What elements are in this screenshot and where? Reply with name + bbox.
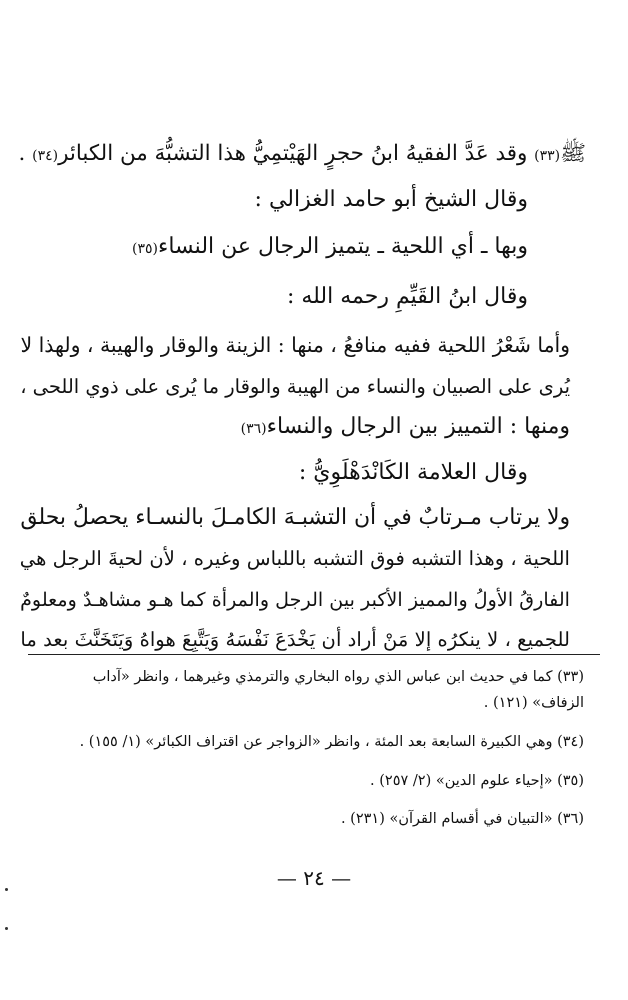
- footnote-ref-33[interactable]: (٣٣): [534, 148, 561, 164]
- paragraph-4-line: وقال ابنُ القَيِّمِ رحمه الله :: [286, 284, 528, 309]
- paragraph-2-line: وقال الشيخ أبو حامد الغزالي :: [254, 187, 528, 212]
- paragraph-7-line-3: الفارقُ الأولُ والمميز الأكبر بين الرجل والمرأة كما هـو مشاهـدٌ ومعلومٌ: [20, 588, 570, 611]
- scan-speck: [5, 927, 8, 930]
- page-number: — ٢٤ —: [276, 866, 352, 890]
- footnote-36: (٣٦) «التبيان في أقسام القرآن» (٢٣١) .: [340, 811, 584, 827]
- footnote-34: (٣٤) وهي الكبيرة السابعة بعد المئة ، وانظر «الزواجر عن اقتراف الكبائر» (١/ ١٥٥) .: [79, 734, 584, 750]
- paragraph-6-line: وقال العلامة الكَانْدَهْلَوِيُّ :: [298, 460, 528, 485]
- footnote-33-line-1: (٣٣) كما في حديث ابن عباس الذي رواه البخاري والترمذي وغيرهما ، وانظر «آداب: [92, 669, 584, 685]
- paragraph-5-line-1: وأما شَعْرُ اللحية ففيه منافعُ ، منها : الزينة والوقار والهيبة ، ولهذا لا: [20, 333, 570, 357]
- paragraph-5-line-2: يُرى على الصبيان والنساء من الهيبة والوقار ما يُرى على ذوي اللحى ،: [20, 375, 570, 398]
- paragraph-7-line-2: اللحية ، وهذا التشبه فوق التشبه باللباس وغيره ، لأن لحيةَ الرجل هي: [19, 547, 570, 570]
- paragraph-7-line-1: ولا يرتاب مـرتابٌ في أن التشبـهَ الكامـلَ بالنسـاء يحصلُ بحلق: [20, 505, 570, 530]
- footnote-divider: [28, 654, 600, 655]
- paragraph-5-line-3: ومنها : التمييز بين الرجال والنساء(٣٦): [240, 414, 570, 439]
- footnote-35: (٣٥) «إحياء علوم الدين» (٢/ ٢٥٧) .: [370, 773, 584, 789]
- footnote-ref-36[interactable]: (٣٦): [240, 421, 267, 437]
- footnote-33-line-2: الزفاف» (١٢١) .: [483, 695, 584, 711]
- footnote-ref-34[interactable]: (٣٤): [32, 148, 59, 164]
- paragraph-7-line-4: للجميع ، لا ينكرُه إلا مَنْ أراد أن يَخْدَعَ نَفْسَهُ وَيَتَّبِعَ هواهُ وَيَتَخَنَّثَ بعد ما: [20, 628, 570, 651]
- scan-speck: [5, 888, 8, 891]
- paragraph-1-line: ﷺ(٣٣) وقد عَدَّ الفقيهُ ابنُ حجرٍ الهَيْتمِيُّ هذا التشبُّهَ من الكبائر(٣٤) .: [18, 141, 586, 166]
- footnote-ref-35[interactable]: (٣٥): [132, 241, 158, 257]
- honorific-glyph: ﷺ: [560, 141, 586, 166]
- paragraph-3-line: وبها ـ أي اللحية ـ يتميز الرجال عن النساء(٣٥): [132, 234, 528, 259]
